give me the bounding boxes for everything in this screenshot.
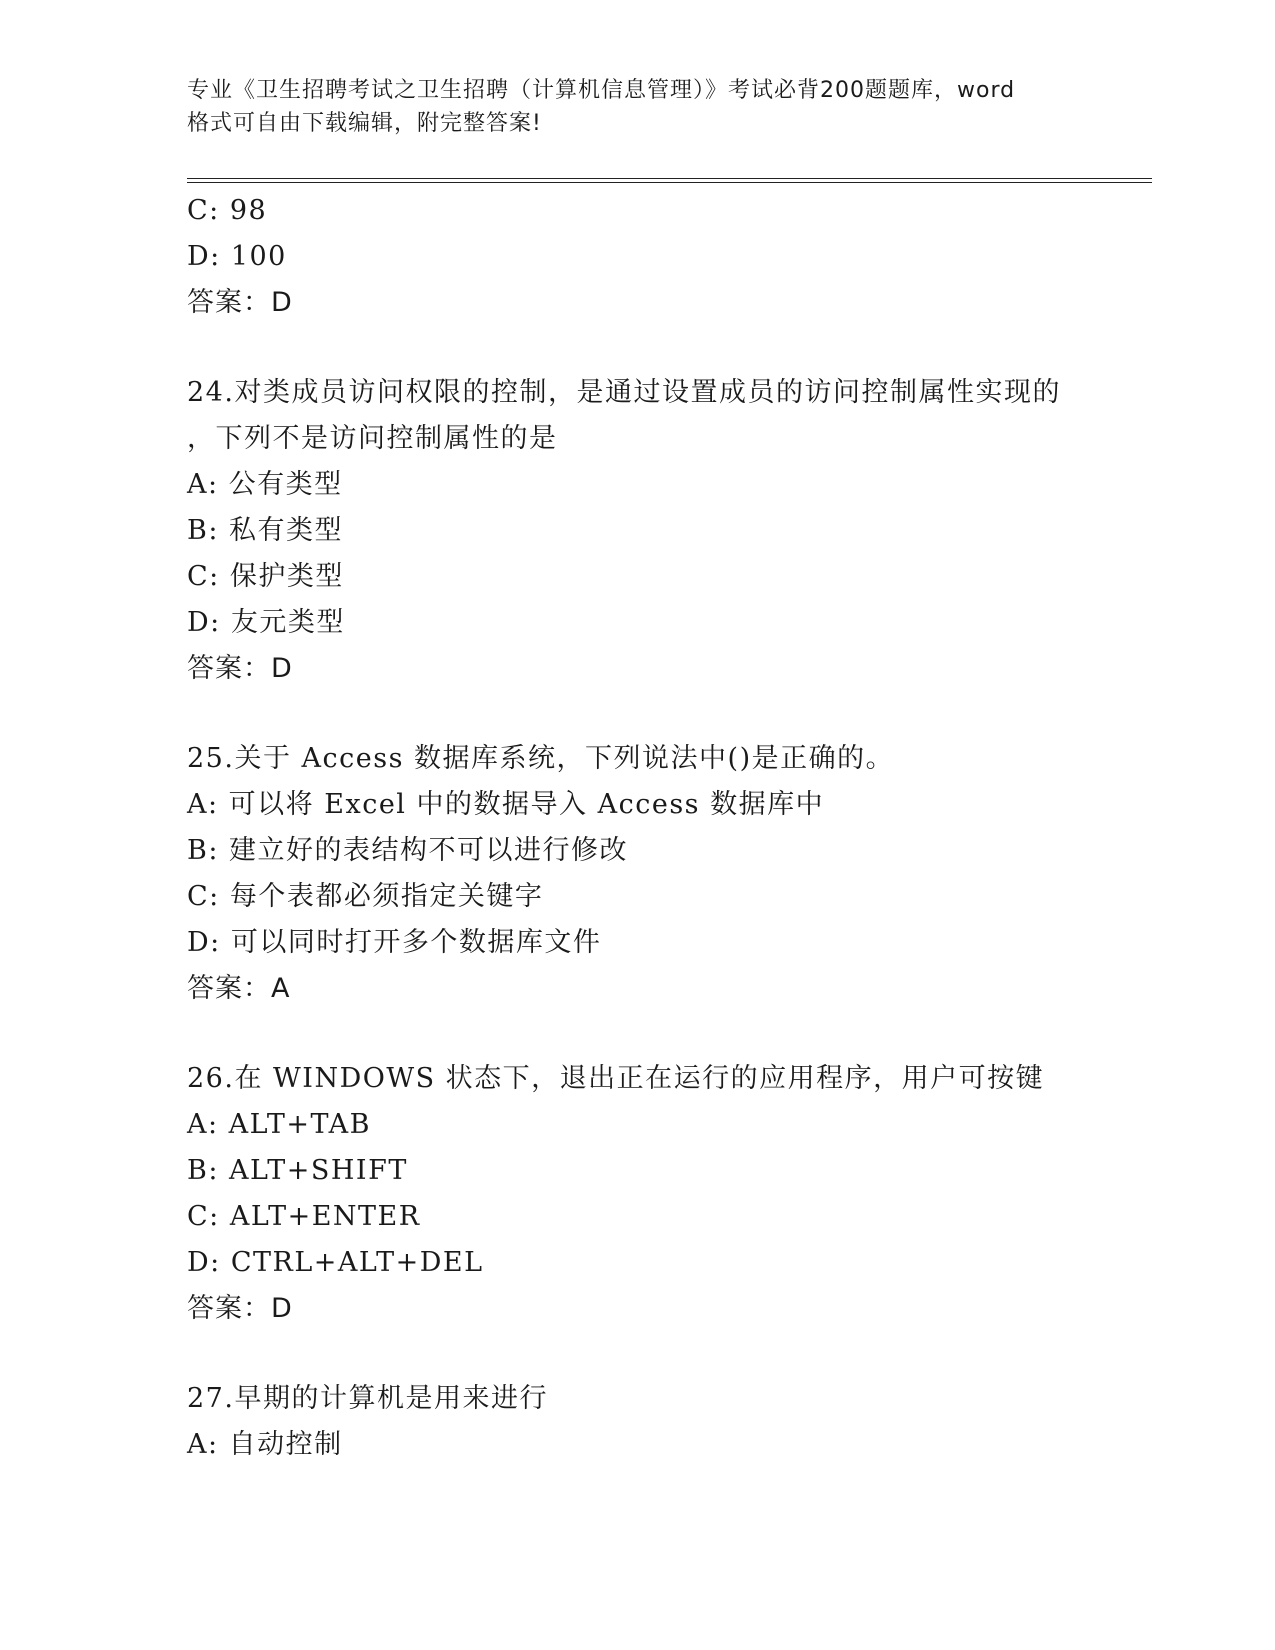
question-25 [187, 736, 1147, 1012]
option-c: C: ALT+ENTER [187, 1201, 421, 1232]
question-27 [187, 1376, 1147, 1468]
option-a: A: 公有类型 [187, 469, 343, 500]
question-stem: 24.对类成员访问权限的控制，是通过设置成员的访问控制属性实现的 [187, 377, 1061, 408]
question-24 [187, 370, 1147, 692]
option-a: A: 自动控制 [187, 1429, 343, 1460]
option-c: C: 每个表都必须指定关键字 [187, 881, 544, 912]
option-b: B: ALT+SHIFT [187, 1155, 408, 1186]
question-fragment [187, 188, 1147, 326]
option-d: D: 友元类型 [187, 607, 345, 638]
option-d: D: CTRL+ALT+DEL [187, 1247, 484, 1278]
header-line-2: 格式可自由下载编辑，附完整答案! [187, 111, 542, 136]
question-26 [187, 1056, 1147, 1332]
option-d: D: 可以同时打开多个数据库文件 [187, 927, 602, 958]
answer-line: 答案：D [187, 287, 293, 318]
option-c: C: 98 [187, 195, 268, 226]
question-stem: 25.关于 Access 数据库系统，下列说法中()是正确的。 [187, 743, 895, 774]
header-line-1: 专业《卫生招聘考试之卫生招聘（计算机信息管理）》考试必背200题题库，word [187, 78, 1016, 103]
option-c: C: 保护类型 [187, 561, 344, 592]
option-b: B: 私有类型 [187, 515, 344, 546]
option-d: D: 100 [187, 241, 287, 272]
question-list [187, 188, 1147, 1468]
answer-line: 答案：A [187, 973, 291, 1004]
answer-line: 答案：D [187, 1293, 293, 1324]
document-header [187, 74, 1087, 140]
option-a: A: 可以将 Excel 中的数据导入 Access 数据库中 [187, 789, 825, 820]
header-rule-bottom [187, 182, 1152, 183]
header-rule-top [187, 178, 1152, 179]
option-a: A: ALT+TAB [187, 1109, 371, 1140]
question-stem-continued: ，下列不是访问控制属性的是 [187, 423, 558, 454]
question-stem: 26.在 WINDOWS 状态下，退出正在运行的应用程序，用户可按键 [187, 1063, 1045, 1094]
question-stem: 27.早期的计算机是用来进行 [187, 1383, 548, 1414]
answer-line: 答案：D [187, 653, 293, 684]
option-b: B: 建立好的表结构不可以进行修改 [187, 835, 629, 866]
